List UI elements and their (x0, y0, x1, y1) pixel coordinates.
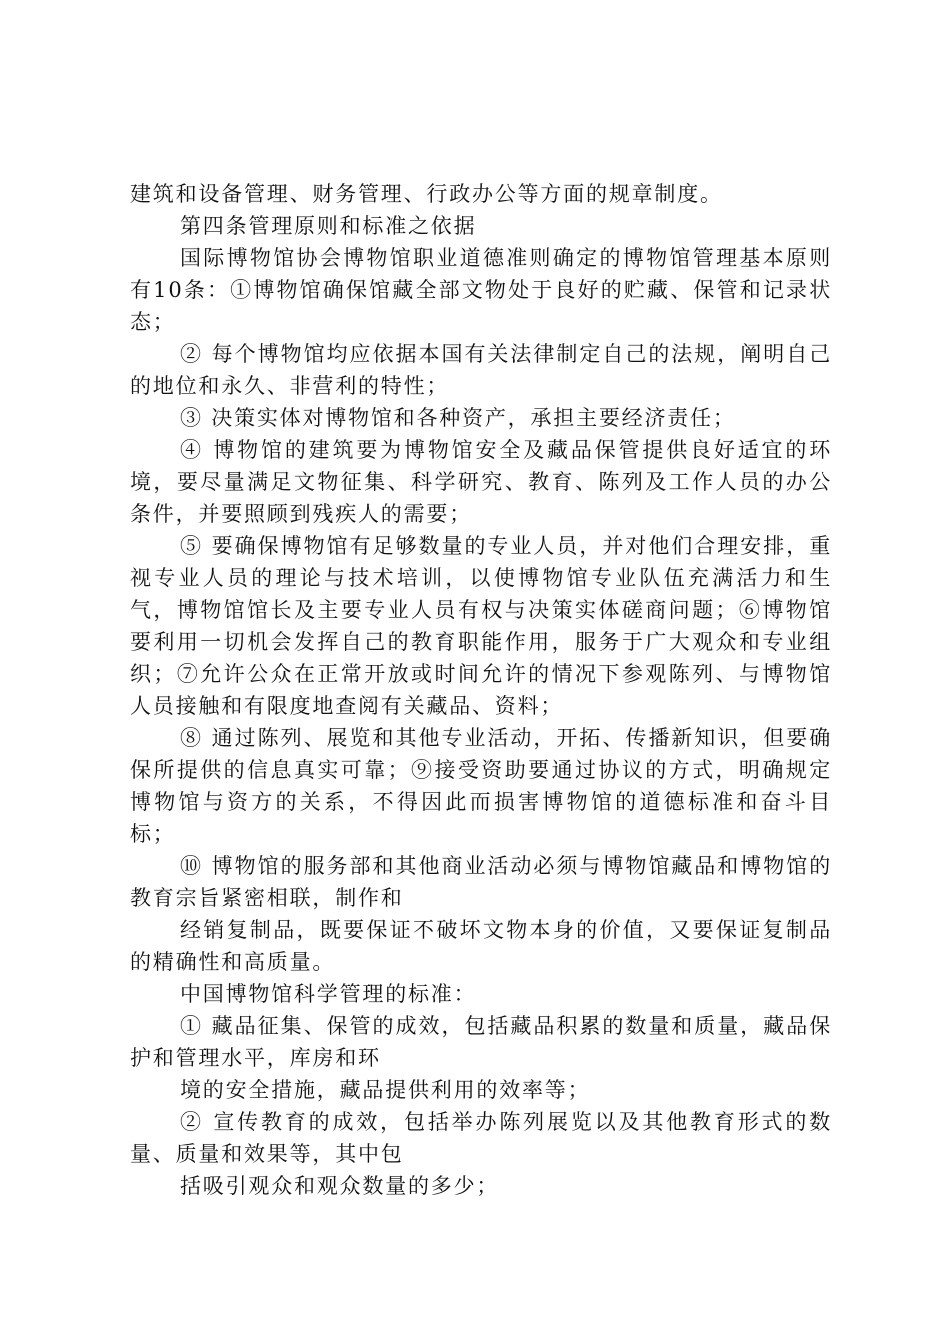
paragraph: 国际博物馆协会博物馆职业道德准则确定的博物馆管理基本原则有10条：①博物馆确保馆藏全部文物处于良好的贮藏、保管和记录状态； (130, 246, 832, 334)
paragraph: ⑤ 要确保博物馆有足够数量的专业人员，并对他们合理安排，重视专业人员的理论与技术培训，以使博物馆专业队伍充满活力和生气，博物馆馆长及主要专业人员有权与决策实体磋商问题；⑥博物馆要利用一切机会发挥自己的教育职能作用，服务于广大观众和专业组织；⑦允许公众在正常开放或时间允许的情况下参观陈列、与博物馆人员接触和有限度地查阅有关藏品、资料； (130, 534, 832, 718)
paragraph: ② 每个博物馆均应依据本国有关法律制定自己的法规，阐明自己的地位和永久、非营利的特性； (130, 342, 832, 398)
paragraph: ③ 决策实体对博物馆和各种资产，承担主要经济责任； (180, 406, 736, 430)
paragraph: ⑩ 博物馆的服务部和其他商业活动必须与博物馆藏品和博物馆的教育宗旨紧密相联，制作和 (130, 854, 832, 910)
paragraph: ① 藏品征集、保管的成效，包括藏品积累的数量和质量，藏品保护和管理水平，库房和环 (130, 1014, 832, 1070)
section-heading: 中国博物馆科学管理的标准： (180, 982, 477, 1006)
document-body (130, 178, 832, 1202)
paragraph: 境的安全措施，藏品提供利用的效率等； (180, 1078, 591, 1102)
paragraph: 括吸引观众和观众数量的多少； (180, 1174, 500, 1198)
paragraph: 建筑和设备管理、财务管理、行政办公等方面的规章制度。 (130, 182, 723, 206)
paragraph: ④ 博物馆的建筑要为博物馆安全及藏品保管提供良好适宜的环境，要尽量满足文物征集、科学研究、教育、陈列及工作人员的办公条件，并要照顾到残疾人的需要； (130, 438, 832, 526)
section-heading: 第四条管理原则和标准之依据 (180, 214, 477, 238)
paragraph: ⑧ 通过陈列、展览和其他专业活动，开拓、传播新知识，但要确保所提供的信息真实可靠；⑨接受资助要通过协议的方式，明确规定博物馆与资方的关系，不得因此而损害博物馆的道德标准和奋斗目标； (130, 726, 832, 846)
paragraph: ② 宣传教育的成效，包括举办陈列展览以及其他教育形式的数量、质量和效果等，其中包 (130, 1110, 832, 1166)
paragraph: 经销复制品，既要保证不破坏文物本身的价值，又要保证复制品的精确性和高质量。 (130, 918, 832, 974)
